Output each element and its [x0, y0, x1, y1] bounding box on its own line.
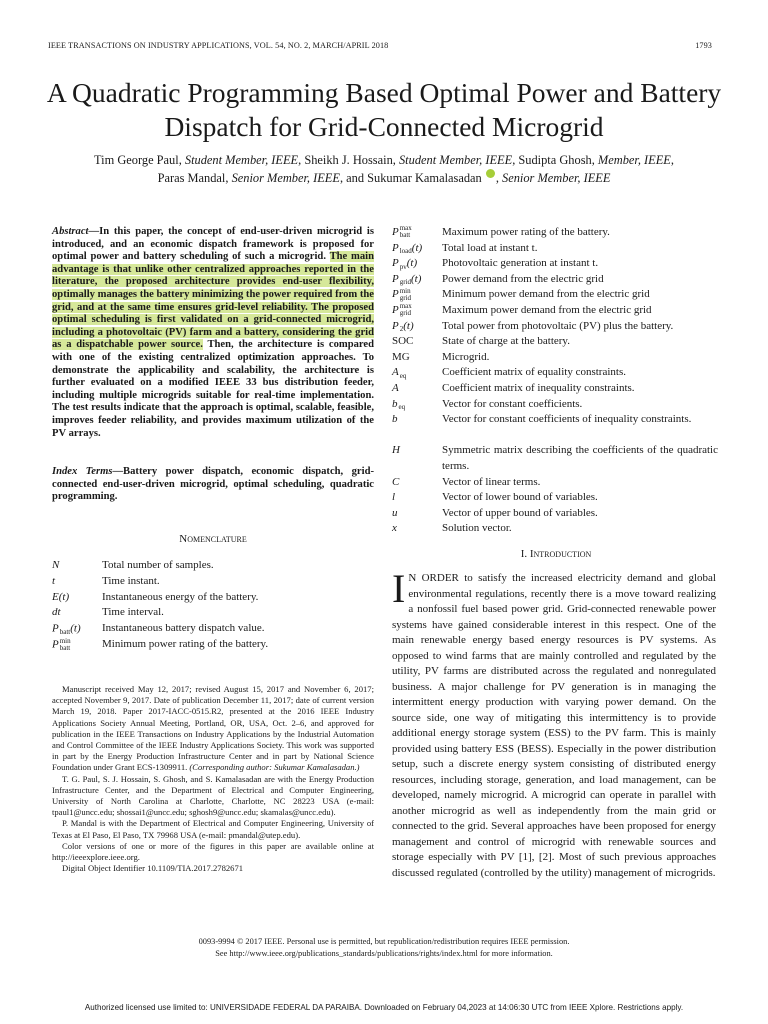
nomenclature-symbol: dt	[52, 606, 61, 619]
nomenclature-symbol: P max grid	[392, 302, 412, 318]
separator: ,	[512, 153, 519, 167]
footnote-manuscript	[52, 684, 374, 774]
separator: ,	[392, 153, 399, 167]
nomenclature-definition: Vector of lower bound of variables.	[442, 491, 598, 504]
nomenclature-symbol: b	[392, 413, 398, 426]
author-name: Sheikh J. Hossain	[304, 153, 393, 167]
index-terms	[52, 466, 374, 504]
nomenclature-symbol: H	[392, 444, 400, 457]
abstract-highlight: The main advantage is that unlike other centralized approaches reported in the literature, the proposed architecture provides end-user flexibility, optimally manages the battery minimizing the power required from the grid, and at the same time ensures grid-level reliability. The proposed optimal scheduling is first validated on a grid-connected microgrid, including a photovoltaic (PV) farm and a battery, considering the grid as a dispatchable power source.	[52, 251, 375, 351]
author-role: Student Member, IEEE	[398, 153, 513, 167]
nomenclature-definition: State of charge at the battery.	[442, 335, 570, 348]
journal-name: IEEE TRANSACTIONS ON INDUSTRY APPLICATIONS, VOL. 54, NO. 2, MARCH/APRIL 2018	[48, 41, 389, 50]
separator: ,	[298, 153, 305, 167]
nomenclature-definition: Maximum power rating of the battery.	[442, 226, 610, 238]
nomenclature-definition: Total number of samples.	[102, 559, 214, 571]
nomenclature-definition: Symmetric matrix describing the coefficients of the quadratic terms.	[442, 444, 718, 472]
nomenclature-symbol: A eq	[392, 366, 407, 380]
author-role: Member, IEEE	[597, 153, 671, 167]
nomenclature-definition: Instantaneous battery dispatch value.	[102, 622, 265, 635]
nomenclature-symbol: x	[392, 522, 397, 535]
nomenclature-definition: Vector of linear terms.	[442, 475, 541, 488]
nomenclature-symbol: P min batt	[52, 637, 71, 652]
drop-cap: I	[392, 566, 406, 611]
nomenclature-symbol: P grid (t)	[392, 272, 422, 287]
nomenclature-symbol: E(t)	[52, 590, 70, 603]
corresponding-author: (Corresponding author: Sukumar Kamalasadan.)	[187, 762, 360, 773]
section-heading-introduction: I. Introduction	[520, 548, 592, 560]
footnote-text: Manuscript received May 12, 2017; revised August 15, 2017 and November 6, 2017; accepted November 9, 2017. Date of publication December 11, 2017; date of current version March 19, 2018. Paper 2017-IACC-0515.R2, presented at the 2016 IEEE Industry Applications Society Annual Meeting, Portland, OR, USA, Oct. 2–6, and approved for publication in the IEEE Transactions on Industry Applications by the Industrial Automation and Control Committee of the IEEE Industry Applications Society. This work was supported in part by the Energy Production Infrastructure Center and in part by National Science Foundation under Grant ECS-1309911.	[52, 684, 374, 773]
nomenclature-symbol: C	[392, 475, 400, 488]
copyright-link[interactable]: See http://www.ieee.org/publications_standards/publications/rights/index.html for more information.	[215, 949, 553, 958]
nomenclature-definition: Photovoltaic generation at instant t.	[442, 257, 599, 270]
nomenclature-symbol: P pv (t)	[392, 257, 418, 271]
abstract-text: —In this paper, the concept of end-user-driven microgrid is introduced, and an economic dispatch framework is proposed for optimal power and battery scheduling of such a microgrid.	[52, 226, 374, 263]
nomenclature-symbol: MG	[392, 350, 410, 363]
separator: ,	[495, 171, 503, 185]
nomenclature-symbol: N	[52, 559, 60, 571]
nomenclature-definition: Microgrid.	[442, 350, 490, 363]
nomenclature-definition: Time interval.	[102, 606, 164, 619]
nomenclature-definition: Maximum power demand from the electric grid	[442, 304, 652, 316]
nomenclature-heading: Nomenclature	[179, 533, 247, 545]
copyright-notice	[80, 936, 688, 960]
nomenclature-definition: Power demand from the electric grid	[442, 272, 604, 285]
orcid-icon[interactable]	[486, 169, 495, 178]
footnote-affiliation: T. G. Paul, S. J. Hossain, S. Ghosh, and S. Kamalasadan are with the Energy Production Infrastructure Center, and the Department of Electrical and Computer Engineering, University of North Carolina at Charlotte, Charlotte, NC 28223 USA (e-mail: tpaul1@uncc.edu; shossai1@uncc.edu; sghosh9@uncc.edu; skamalas@uncc.edu).	[52, 773, 374, 818]
nomenclature-symbol: u	[392, 506, 398, 519]
author-name: Tim George Paul	[94, 153, 179, 167]
separator: ,	[178, 153, 185, 167]
page-number: 1793	[695, 41, 712, 50]
nomenclature-symbol: SOC	[392, 335, 414, 348]
nomenclature-definition: Minimum power demand from the electric grid	[442, 288, 650, 301]
nomenclature-definition: Vector for constant coefficients of inequality constraints.	[442, 413, 692, 426]
nomenclature-definition: Instantaneous energy of the battery.	[102, 590, 259, 603]
nomenclature-definition: Vector for constant coefficients.	[442, 397, 583, 410]
abstract	[52, 226, 374, 440]
copyright-line: 0093-9994 © 2017 IEEE. Personal use is permitted, but republication/redistribution requires IEEE permission.	[198, 937, 570, 946]
nomenclature-symbol: P 2 (t)	[392, 319, 414, 334]
intro-body: to satisfy the increased electricity demand and global environmental regulations, recently there is a move toward realizing a nonfossil fuel based power grid. Grid-connected renewable power systems have gained considerable interest in this respect. One of the main renewable energy based energy resources is PV systems. As opposed to wind farms that are mainly controlled and regulated by the utility, PV farms are distributed across the regulated and nonregulated business. A major challenge for PV generation is in managing the intermittent energy production with varying power demand. On the source side, one way of mitigating this intermittency is to provide additional energy storage system (ESS) to the PV farm. This is mainly provided using battery ESS (BESS). Especially in the power distribution setup, such a discrete energy system consisting of distributed energy resources, including storage, generation, and load management, can be developed, namely microgrid. A microgrid can operate in parallel with another microgrid as well as independently from the main grid or connected to the grid. Several approaches have been proposed for energy management and control of microgrid with renewable sources and storage especially with PV [1], [2]. Most of such previous approaches discussed regulated (controlled by the utility) management of microgrids.	[392, 572, 716, 879]
separator: ,	[670, 153, 674, 167]
nomenclature-definition: Solution vector.	[442, 522, 512, 535]
nomenclature-definition: Vector of upper bound of variables.	[442, 506, 598, 519]
nomenclature-symbol: A	[392, 382, 399, 394]
nomenclature-definition: Total power from photovoltaic (PV) plus the battery.	[442, 319, 674, 332]
running-header	[48, 41, 712, 50]
nomenclature-definition: Time instant.	[102, 574, 160, 587]
author-list	[30, 152, 738, 187]
separator: ,	[225, 171, 232, 185]
footnote	[52, 684, 374, 874]
abstract-text: Then, the architecture is compared with one of the existing centralized optimization approaches. To demonstrate the applicability and scalability, the architecture is further evaluated on a modified IEEE 33 bus distribution feeder, including multiple microgrids suitable for real-time implementation. The test results indicate that the approach is optimal, scalable, feasible, improves feeder reliability, and provides maximum utilization of the PV arrays.	[52, 339, 374, 439]
paper-title: A Quadratic Programming Based Optimal Power and Battery Dispatch for Grid-Connected Microgrid	[46, 77, 722, 142]
author-role: Student Member, IEEE	[184, 153, 299, 167]
footnote-affiliation: P. Mandal is with the Department of Electrical and Computer Engineering, University of Texas at El Paso, El Paso, TX 79968 USA (e-mail: pmandal@utep.edu).	[52, 818, 374, 840]
author-name: Sukumar Kamalasadan	[367, 171, 482, 185]
nomenclature-symbol: t	[52, 574, 56, 587]
nomenclature-symbol: P min grid	[392, 286, 412, 302]
nomenclature-symbol: P batt (t)	[52, 622, 81, 637]
separator: ,	[591, 153, 598, 167]
author-role: Senior Member, IEEE	[231, 171, 340, 185]
index-terms-text: —Battery power dispatch, economic dispatch, grid-connected end-user-driven microgrid, optimal scheduling, quadratic programming.	[52, 466, 374, 503]
footnote-color-note: Color versions of one or more of the figures in this paper are available online at http://ieeexplore.ieee.org.	[52, 840, 374, 863]
author-role: Senior Member, IEEE	[502, 171, 611, 185]
author-name: Paras Mandal	[157, 171, 226, 185]
license-notice: Authorized licensed use limited to: UNIVERSIDADE FEDERAL DA PARAIBA. Downloaded on February 04,2023 at 14:06:30 UTC from IEEE Xplore. Restrictions apply.	[84, 1003, 684, 1012]
introduction-text	[392, 566, 716, 881]
intro-lead: N ORDER	[408, 572, 459, 584]
nomenclature-definition: Total load at instant t.	[442, 241, 538, 254]
nomenclature-definition: Coefficient matrix of equality constraints.	[442, 366, 626, 379]
author-name: Sudipta Ghosh	[518, 153, 592, 167]
abstract-label: Abstract	[52, 226, 89, 237]
footnote-doi: Digital Object Identifier 10.1109/TIA.2017.2782671	[62, 863, 244, 874]
nomenclature-symbol: l	[392, 491, 396, 504]
nomenclature-definition: Minimum power rating of the battery.	[102, 638, 269, 650]
nomenclature-symbol: P max batt	[392, 224, 412, 240]
nomenclature-symbol: b eq	[392, 397, 406, 412]
index-terms-label: Index Terms	[52, 466, 113, 477]
nomenclature-definition: Coefficient matrix of inequality constraints.	[442, 382, 635, 394]
nomenclature-symbol: P load (t)	[392, 241, 423, 256]
separator: , and	[339, 171, 368, 185]
